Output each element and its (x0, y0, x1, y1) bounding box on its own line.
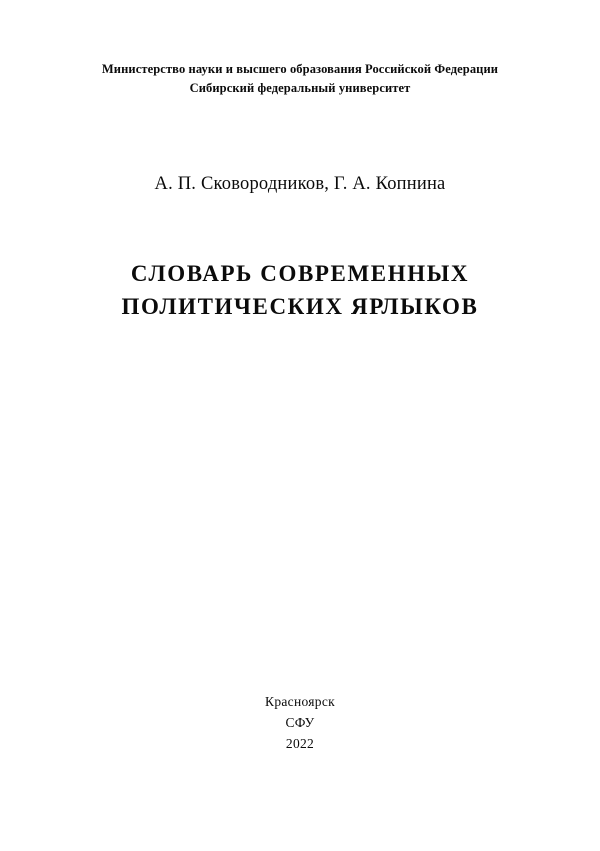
imprint-city: Красноярск (265, 694, 335, 710)
publisher-block (102, 60, 498, 98)
imprint-publisher: СФУ (285, 715, 315, 731)
page-title (122, 257, 479, 324)
ministry-line: Министерство науки и высшего образования Российской Федерации (101, 62, 499, 76)
authors-line: А. П. Сковородников, Г. А. Копнина (154, 173, 446, 194)
title-line-1: СЛОВАРЬ СОВРЕМЕННЫХ (130, 260, 470, 286)
university-line: Сибирский федеральный университет (189, 80, 411, 95)
title-line-2: ПОЛИТИЧЕСКИХ ЯРЛЫКОВ (121, 293, 479, 319)
imprint-year: 2022 (285, 736, 315, 752)
imprint-block (265, 692, 335, 755)
